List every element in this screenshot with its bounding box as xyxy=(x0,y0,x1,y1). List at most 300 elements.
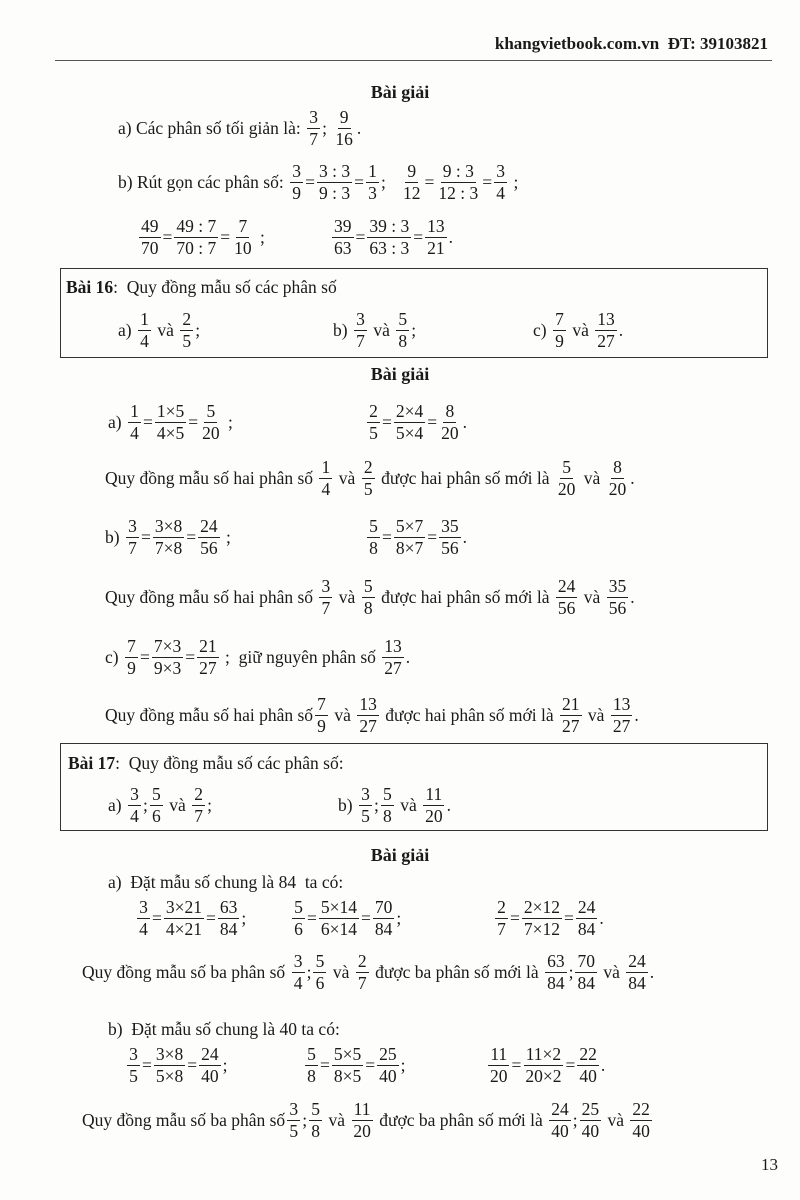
denominator: 8 xyxy=(382,805,392,826)
numerator: 70 xyxy=(577,950,595,971)
fraction xyxy=(611,694,633,737)
math-text: b) xyxy=(333,319,352,340)
denominator: 8 xyxy=(369,537,378,558)
numerator: 5 xyxy=(381,784,394,806)
denominator: 7 xyxy=(357,972,367,993)
denominator: 20 xyxy=(608,478,627,499)
denominator: 7 xyxy=(128,537,137,558)
numerator: 3 xyxy=(287,1099,300,1121)
denominator: 27 xyxy=(384,657,402,678)
math-text: a) Các phân số tối giản là: xyxy=(118,117,306,138)
math-text: và xyxy=(368,319,395,340)
numerator: 21 xyxy=(562,693,580,714)
math-text: a) xyxy=(118,319,136,340)
numerator: 35 xyxy=(441,515,459,536)
numerator: 1 xyxy=(319,457,332,479)
numerator: 5 xyxy=(305,1044,318,1066)
fraction xyxy=(292,951,305,994)
fraction xyxy=(128,784,141,827)
denominator: 63 : 3 xyxy=(369,237,410,258)
fraction xyxy=(396,309,409,352)
fraction xyxy=(127,1044,140,1087)
exercise-item xyxy=(338,782,451,828)
denominator: 56 xyxy=(441,537,459,558)
math-text: ; xyxy=(373,794,379,815)
denominator: 20 xyxy=(425,805,443,826)
denominator: 7 xyxy=(309,128,318,149)
fraction xyxy=(351,1099,373,1142)
denominator: 9 xyxy=(555,330,564,351)
math-text: . xyxy=(649,961,655,982)
numerator: 63 xyxy=(219,896,238,917)
numerator: 24 xyxy=(200,515,218,536)
exercise-item xyxy=(108,782,212,828)
numerator: 3 xyxy=(307,107,320,129)
math-text: = xyxy=(305,171,315,192)
math-text: và xyxy=(395,794,422,815)
fraction xyxy=(150,784,163,827)
math-text: được hai phân số mới là xyxy=(380,704,559,725)
numerator: 3 xyxy=(292,951,305,973)
math-text: = xyxy=(320,1054,330,1075)
solution-line: b) Đặt mẫu số chung là 40 ta có: xyxy=(108,1019,340,1039)
denominator: 8×5 xyxy=(333,1065,362,1086)
math-text: = xyxy=(361,907,371,928)
fraction xyxy=(556,576,578,619)
fraction xyxy=(626,951,648,994)
denominator: 27 xyxy=(597,330,615,351)
math-text: ; xyxy=(306,961,312,982)
denominator: 40 xyxy=(379,1065,397,1086)
fraction xyxy=(317,161,352,204)
numerator: 3 xyxy=(290,161,303,183)
denominator: 70 : 7 xyxy=(176,237,217,258)
math-text: Quy đồng mẫu số ba phân số xyxy=(82,961,290,982)
math-text: . xyxy=(618,319,624,340)
solution-line xyxy=(105,455,635,501)
denominator: 8 xyxy=(311,1120,320,1141)
denominator: 4 xyxy=(140,330,149,351)
solution-line xyxy=(137,214,265,260)
solution-line: a) Đặt mẫu số chung là 84 ta có: xyxy=(108,872,344,892)
denominator: 40 xyxy=(201,1065,219,1086)
fraction xyxy=(394,516,425,559)
numerator: 24 xyxy=(201,1043,219,1064)
math-text: . xyxy=(448,226,453,247)
solution-heading: Bài giải xyxy=(370,364,430,384)
solution-line xyxy=(82,1097,654,1143)
solution-line xyxy=(82,949,654,995)
math-text: Quy đồng mẫu số hai phân số xyxy=(105,704,314,725)
fraction xyxy=(366,161,379,204)
denominator: 4 xyxy=(293,972,303,993)
exercise-item xyxy=(118,307,200,353)
fraction xyxy=(232,216,254,259)
numerator: 1 xyxy=(138,309,151,331)
math-text: Quy đồng mẫu số hai phân số xyxy=(105,586,318,607)
denominator: 4×21 xyxy=(165,918,202,939)
fraction xyxy=(128,401,141,444)
denominator: 84 xyxy=(577,972,595,993)
exercise-16-title xyxy=(66,277,337,298)
numerator: 5 xyxy=(396,309,409,331)
math-text: = xyxy=(220,226,231,247)
numerator: 3 xyxy=(126,516,139,538)
fraction xyxy=(359,784,372,827)
denominator: 56 xyxy=(557,597,576,618)
math-text: c) xyxy=(533,319,551,340)
denominator: 3 xyxy=(368,182,377,203)
math-text: và xyxy=(583,704,609,725)
fraction xyxy=(575,951,597,994)
math-text: và xyxy=(330,704,356,725)
fraction xyxy=(630,1099,652,1142)
denominator: 9×3 xyxy=(153,657,182,678)
fraction xyxy=(377,1044,399,1087)
fraction xyxy=(138,309,151,352)
fraction xyxy=(180,309,193,352)
denominator: 20 xyxy=(557,478,576,499)
numerator: 9 xyxy=(405,161,418,183)
page-number: 13 xyxy=(761,1155,778,1174)
denominator: 9 xyxy=(292,182,301,203)
solution-line xyxy=(105,574,635,620)
math-text: = xyxy=(307,907,317,928)
fraction xyxy=(576,897,598,940)
fraction xyxy=(367,401,380,444)
denominator: 4 xyxy=(139,918,148,939)
math-text: a) xyxy=(108,411,126,432)
numerator: 2 xyxy=(367,401,380,423)
math-text: và xyxy=(334,586,360,607)
numerator: 2 xyxy=(180,309,193,331)
denominator: 84 xyxy=(547,972,565,993)
numerator: 8 xyxy=(443,401,456,423)
numerator: 39 xyxy=(334,215,352,236)
denominator: 5 xyxy=(369,422,378,443)
math-text: = xyxy=(355,226,366,247)
denominator: 4 xyxy=(496,182,505,203)
denominator: 5 xyxy=(363,478,373,499)
numerator: 24 xyxy=(551,1098,569,1119)
denominator: 27 xyxy=(562,715,580,736)
exercise-label: Bài 17 xyxy=(68,753,116,773)
math-text: = xyxy=(382,411,392,432)
math-text: = xyxy=(140,526,151,547)
fraction xyxy=(199,1044,221,1087)
denominator: 20×2 xyxy=(525,1065,562,1086)
solution-line xyxy=(365,514,467,560)
fraction xyxy=(373,897,395,940)
numerator: 5×14 xyxy=(320,896,357,917)
numerator: 22 xyxy=(579,1043,597,1064)
numerator: 3×8 xyxy=(155,1043,184,1064)
math-text: được ba phân số mới là xyxy=(370,961,544,982)
denominator: 84 xyxy=(374,918,393,939)
denominator: 21 xyxy=(427,237,445,258)
page-header xyxy=(495,34,768,54)
fraction xyxy=(556,457,578,500)
math-text: ; xyxy=(509,171,519,192)
math-text: ; xyxy=(568,961,574,982)
solution-line xyxy=(486,1042,605,1088)
math-text: ; giữ nguyên phân số xyxy=(220,646,381,667)
denominator: 40 xyxy=(551,1120,569,1141)
numerator: 3 xyxy=(354,309,367,331)
solution-line xyxy=(105,634,410,680)
denominator: 12 xyxy=(402,182,421,203)
math-text: b) Rút gọn các phân số: xyxy=(118,171,289,192)
numerator: 49 : 7 xyxy=(176,215,217,236)
numerator: 5 xyxy=(367,516,380,538)
denominator: 7 xyxy=(497,918,506,939)
fraction xyxy=(394,401,425,444)
fraction xyxy=(580,1099,602,1142)
denominator: 16 xyxy=(335,128,353,149)
fraction xyxy=(560,694,582,737)
fraction xyxy=(154,1044,185,1087)
numerator: 70 xyxy=(374,896,393,917)
denominator: 8 xyxy=(398,330,408,351)
math-text: = xyxy=(511,1054,522,1075)
numerator: 13 xyxy=(612,693,631,714)
math-text: = xyxy=(565,1054,576,1075)
math-text: = xyxy=(413,226,424,247)
numerator: 5 xyxy=(313,951,326,973)
solution-heading: Bài giải xyxy=(370,845,430,865)
solution-line xyxy=(105,692,639,738)
exercise-text: : Quy đồng mẫu số các phân số: xyxy=(115,753,344,773)
fraction xyxy=(439,401,461,444)
fraction xyxy=(287,1099,300,1142)
denominator: 6 xyxy=(315,972,325,993)
solution-line xyxy=(118,105,361,151)
denominator: 40 xyxy=(581,1120,600,1141)
math-text: ; xyxy=(241,907,247,928)
denominator: 6 xyxy=(294,918,303,939)
fraction xyxy=(362,576,375,619)
fraction xyxy=(577,1044,599,1087)
math-text: = xyxy=(162,226,173,247)
math-text: = xyxy=(382,526,392,547)
denominator: 4 xyxy=(321,478,331,499)
denominator: 20 xyxy=(353,1120,371,1141)
fraction xyxy=(488,1044,510,1087)
math-text: = xyxy=(510,907,520,928)
numerator: 8 xyxy=(611,457,624,479)
math-text: ; xyxy=(396,907,402,928)
math-text: được hai phân số mới là xyxy=(376,586,554,607)
math-text: = xyxy=(427,411,438,432)
fraction xyxy=(367,516,380,559)
fraction xyxy=(333,107,355,150)
denominator: 7 xyxy=(194,805,204,826)
fraction xyxy=(423,784,445,827)
numerator: 5×7 xyxy=(395,515,424,536)
denominator: 5×8 xyxy=(155,1065,184,1086)
denominator: 8×7 xyxy=(395,537,424,558)
fraction xyxy=(139,216,161,259)
solution-line xyxy=(330,214,453,260)
math-text: và xyxy=(334,467,360,488)
fraction xyxy=(192,784,205,827)
denominator: 27 xyxy=(199,657,217,678)
fraction xyxy=(607,457,629,500)
math-text: = xyxy=(185,646,196,667)
denominator: 5 xyxy=(361,805,370,826)
math-text: . xyxy=(462,526,467,547)
fraction xyxy=(164,897,204,940)
denominator: 6×14 xyxy=(320,918,357,939)
fraction xyxy=(125,636,138,679)
numerator: 7 xyxy=(553,309,566,331)
publisher-site: khangvietbook.com.vn xyxy=(494,34,660,53)
numerator: 35 xyxy=(608,575,627,596)
fraction xyxy=(382,636,404,679)
solution-line xyxy=(290,895,401,941)
denominator: 40 xyxy=(579,1065,597,1086)
fraction xyxy=(607,576,629,619)
math-text: ; xyxy=(207,794,213,815)
math-text: và xyxy=(152,319,179,340)
math-text: và xyxy=(164,794,191,815)
fraction xyxy=(174,216,218,259)
denominator: 5 xyxy=(129,1065,138,1086)
solution-line xyxy=(493,895,604,941)
fraction xyxy=(200,401,222,444)
fraction xyxy=(381,784,394,827)
numerator: 11 xyxy=(425,783,443,804)
denominator: 5 xyxy=(182,330,192,351)
numerator: 7 xyxy=(315,694,328,716)
math-text: . xyxy=(446,794,451,815)
denominator: 63 xyxy=(334,237,352,258)
solution-line xyxy=(135,895,246,941)
numerator: 2 xyxy=(362,457,375,479)
denominator: 7 xyxy=(321,597,331,618)
fraction xyxy=(436,161,480,204)
math-text: = xyxy=(206,907,216,928)
fraction xyxy=(309,1099,322,1142)
math-text: = xyxy=(188,411,199,432)
numerator: 5×5 xyxy=(333,1043,362,1064)
exercise-label: Bài 16 xyxy=(66,277,114,297)
denominator: 56 xyxy=(200,537,218,558)
solution-line xyxy=(303,1042,406,1088)
math-text: ; xyxy=(380,171,399,192)
math-text: ; xyxy=(572,1109,578,1130)
fraction xyxy=(305,1044,318,1087)
numerator: 11×2 xyxy=(525,1043,562,1064)
fraction xyxy=(401,161,423,204)
numerator: 5 xyxy=(362,576,375,598)
numerator: 2 xyxy=(192,784,205,806)
math-text: và xyxy=(567,319,594,340)
denominator: 27 xyxy=(612,715,631,736)
numerator: 21 xyxy=(199,635,217,656)
numerator: 9 : 3 xyxy=(442,160,474,181)
solution-line xyxy=(105,514,231,560)
denominator: 4 xyxy=(130,422,139,443)
numerator: 3 xyxy=(137,897,150,919)
numerator: 7 xyxy=(236,216,249,238)
numerator: 5 xyxy=(309,1099,322,1121)
math-text: a) xyxy=(108,794,126,815)
fraction xyxy=(357,694,379,737)
publisher-phone: ĐT: 39103821 xyxy=(667,34,768,53)
numerator: 24 xyxy=(557,575,576,596)
math-text: và xyxy=(324,1109,350,1130)
fraction xyxy=(425,216,447,259)
numerator: 1 xyxy=(366,161,379,183)
fraction xyxy=(553,309,566,352)
math-text: = xyxy=(152,907,162,928)
math-text: b) xyxy=(105,526,124,547)
denominator: 20 xyxy=(441,422,459,443)
fraction xyxy=(137,897,150,940)
math-text: . xyxy=(630,467,635,488)
fraction xyxy=(332,1044,363,1087)
numerator: 2×12 xyxy=(523,896,560,917)
fraction xyxy=(155,401,186,444)
denominator: 10 xyxy=(234,237,252,258)
numerator: 3 : 3 xyxy=(318,160,351,181)
math-text: ; xyxy=(223,411,233,432)
exercise-item xyxy=(333,307,416,353)
denominator: 12 : 3 xyxy=(438,182,479,203)
solution-line xyxy=(365,399,467,445)
fraction xyxy=(319,457,332,500)
denominator: 70 xyxy=(141,237,159,258)
numerator: 3 xyxy=(359,784,372,806)
denominator: 4 xyxy=(130,805,139,826)
numerator: 25 xyxy=(581,1098,600,1119)
math-text: ; xyxy=(302,1109,308,1130)
math-text: = xyxy=(186,526,197,547)
denominator: 8 xyxy=(307,1065,316,1086)
math-text: và xyxy=(579,467,605,488)
fraction xyxy=(218,897,240,940)
math-text: . xyxy=(599,907,604,928)
math-text: và xyxy=(579,586,605,607)
numerator: 7 xyxy=(125,636,138,658)
denominator: 7×12 xyxy=(523,918,560,939)
numerator: 3 xyxy=(319,576,332,598)
fraction xyxy=(367,216,411,259)
numerator: 49 xyxy=(141,215,159,236)
solution-line xyxy=(108,399,233,445)
math-text: ; xyxy=(322,117,332,138)
math-text: = xyxy=(187,1054,198,1075)
fraction xyxy=(354,309,367,352)
numerator: 1×5 xyxy=(156,400,185,421)
math-text: ; xyxy=(400,1054,406,1075)
math-text: và xyxy=(603,1109,629,1130)
numerator: 13 xyxy=(427,215,445,236)
math-text: = xyxy=(142,1054,152,1075)
numerator: 13 xyxy=(384,635,402,656)
fraction xyxy=(332,216,354,259)
numerator: 63 xyxy=(547,950,565,971)
denominator: 84 xyxy=(219,918,238,939)
fraction xyxy=(545,951,567,994)
numerator: 5 xyxy=(292,897,305,919)
numerator: 2 xyxy=(356,951,369,973)
math-text: ; xyxy=(411,319,417,340)
numerator: 24 xyxy=(628,950,646,971)
numerator: 3×8 xyxy=(154,515,183,536)
fraction xyxy=(439,516,461,559)
